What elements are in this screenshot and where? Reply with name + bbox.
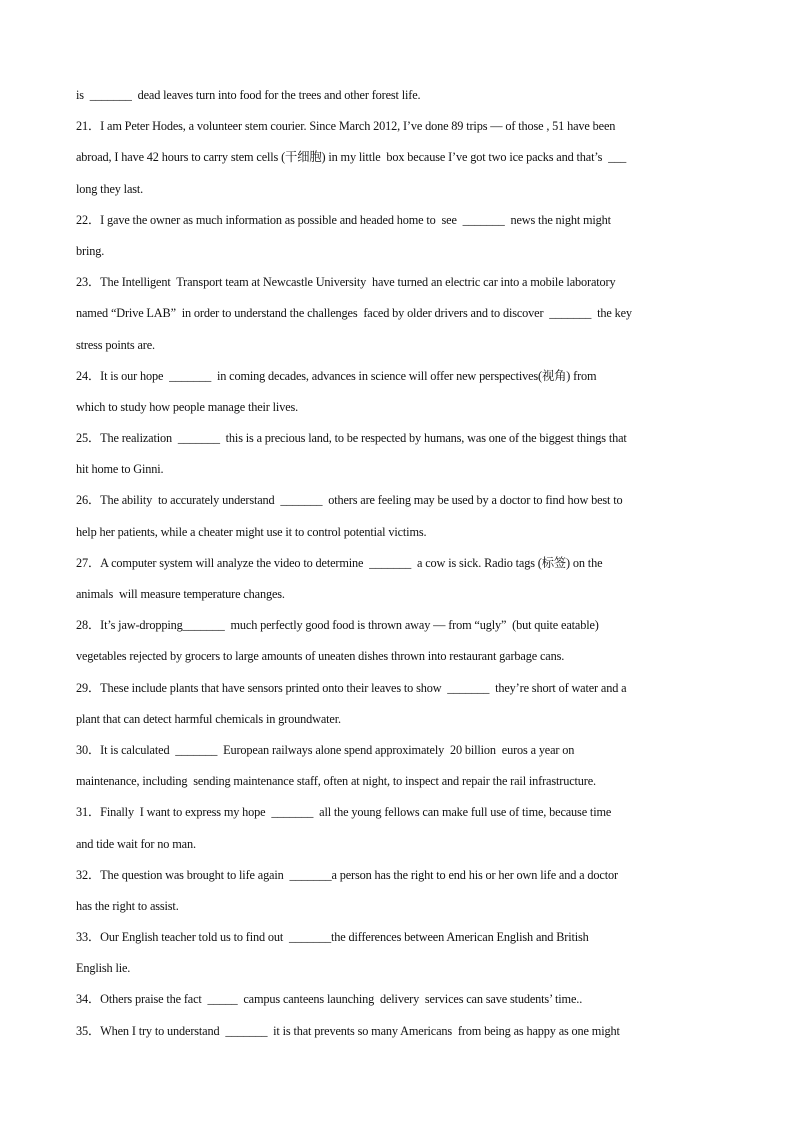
question-21-line-1: 21．I am Peter Hodes, a volunteer stem courier. Since March 2012, I’ve done 89 trips — of those , 51 have been	[76, 119, 616, 134]
question-21-line-3: long they last.	[76, 181, 144, 196]
question-29-line-1: 29．These include plants that have sensors printed onto their leaves to show _______ they’re short of water and a	[76, 680, 627, 695]
question-22-line-1: 22．I gave the owner as much information as possible and headed home to see _______ news the night might	[76, 212, 611, 227]
question-23-line-2: named “Drive LAB” in order to understand the challenges faced by older drivers and to discover _______ the key	[76, 306, 632, 321]
question-23-line-1: 23．The Intelligent Transport team at Newcastle University have turned an electric car into a mobile laboratory	[76, 275, 616, 290]
question-31-line-2: and tide wait for no man.	[76, 836, 196, 851]
question-34-line-1: 34．Others praise the fact _____ campus canteens launching delivery services can save students’ time..	[76, 992, 583, 1007]
question-25-line-2: hit home to Ginni.	[76, 462, 164, 477]
question-31-line-1: 31．Finally I want to express my hope _______ all the young fellows can make full use of time, because time	[76, 805, 612, 820]
question-28-line-1: 28．It’s jaw-dropping_______ much perfectly good food is thrown away — from “ugly” (but quite eatable)	[76, 618, 599, 633]
question-23-line-3: stress points are.	[76, 337, 155, 352]
question-32-line-1: 32．The question was brought to life again _______a person has the right to end his or her own life and a doctor	[76, 867, 618, 882]
question-22-line-2: bring.	[76, 243, 105, 258]
question-27-line-2: animals will measure temperature changes.	[76, 587, 285, 601]
question-27-line-1: 27．A computer system will analyze the video to determine _______ a cow is sick. Radio tags (标签) on the	[76, 555, 603, 570]
question-32-line-2: has the right to assist.	[76, 898, 179, 913]
question-30-line-1: 30．It is calculated _______ European railways alone spend approximately 20 billion euros a year on	[76, 742, 575, 757]
question-21-line-2: abroad, I have 42 hours to carry stem cells (干细胞) in my little box because I’ve got two ice packs and that’s ___	[76, 150, 627, 165]
question-26-line-1: 26．The ability to accurately understand _______ others are feeling may be used by a doctor to find how best to	[76, 493, 623, 508]
question-24-line-1: 24．It is our hope _______ in coming decades, advances in science will offer new perspectives(视角) from	[76, 368, 597, 383]
question-25-line-1: 25．The realization _______ this is a precious land, to be respected by humans, was one of the biggest things that	[76, 431, 627, 446]
question-29-line-2: plant that can detect harmful chemicals in groundwater.	[76, 711, 341, 726]
question-33-line-1: 33．Our English teacher told us to find out _______the differences between American English and British	[76, 930, 589, 945]
question-30-line-2: maintenance, including sending maintenance staff, often at night, to inspect and repair the rail infrastructure.	[76, 774, 596, 789]
question-35-line-1: 35．When I try to understand _______ it is that prevents so many Americans from being as happy as one might	[76, 1023, 620, 1038]
question-24-line-2: which to study how people manage their lives.	[76, 399, 299, 414]
question-28-line-2: vegetables rejected by grocers to large amounts of uneaten dishes thrown into restaurant garbage cans.	[76, 649, 565, 664]
question-33-line-2: English lie.	[76, 961, 131, 976]
exercise-text	[76, 80, 722, 1047]
text-line-q20-end: is _______ dead leaves turn into food for the trees and other forest life.	[76, 88, 421, 102]
question-26-line-2: help her patients, while a cheater might use it to control potential victims.	[76, 524, 427, 539]
